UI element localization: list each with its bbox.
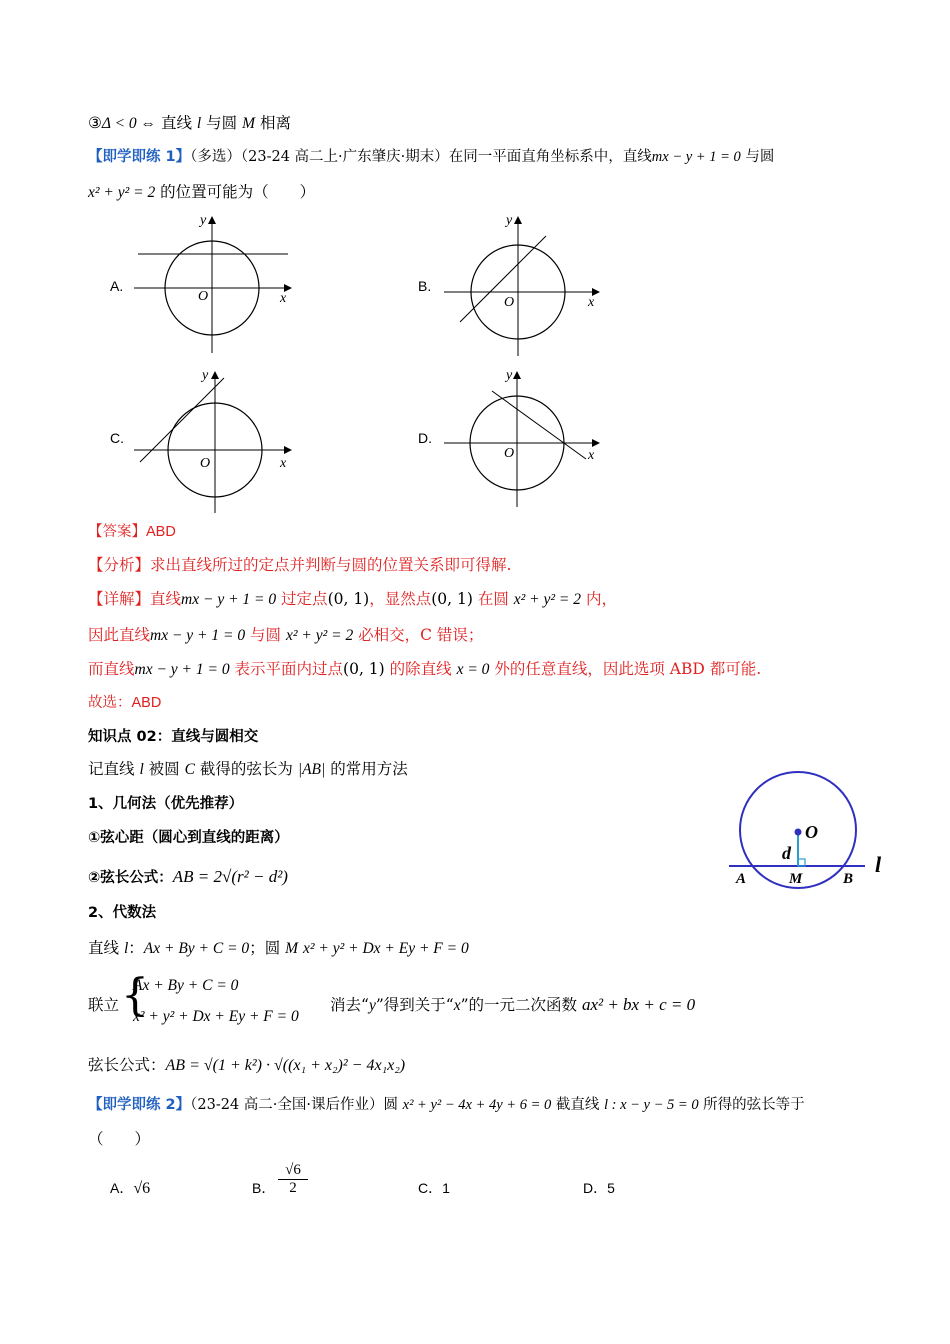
line-shape [140,378,224,462]
system-eq-1: Ax + By + C = 0 [133,977,239,994]
method-geometric-b: ②弦长公式：AB = 2√(r² − d²) [88,867,288,886]
detail-line-3: 而直线mx − y + 1 = 0 表示平面内过点(0, 1) 的除直线 x = 0 外的任意直线，因此选项 ABD 都可能. [88,660,762,678]
y-label: y [202,368,209,383]
x-label: x [588,448,595,463]
y-label: y [506,368,513,383]
brace-shape: { [121,970,149,1021]
x-label: x [280,456,287,471]
ex2-option-a: A．√6 [110,1180,151,1197]
y-label: y [506,213,513,228]
figure-option-a [130,210,300,360]
kp-intro: 记直线 l 被圆 C 截得的弦长为 |AB| 的常用方法 [88,760,408,778]
x-label: x [280,291,287,306]
line-separated-condition: ③Δ < 0 ⇔ 直线 l 与圆 M 相离 [88,114,291,132]
label-o: O [805,822,818,842]
detail-line-2: 因此直线mx − y + 1 = 0 与圆 x² + y² = 2 必相交，C 错误； [88,626,484,644]
origin-label: O [198,289,209,304]
ex2-option-c: C．1 [418,1180,450,1196]
chord-length-formula: 弦长公式：AB = √(1 + k²) · √((x₁ + x₂)² − 4x₁x₂) [88,1056,406,1074]
exercise-1-question-cont: x² + y² = 2 的位置可能为（ ） [88,183,316,201]
option-d-label: D. [418,430,432,446]
exercise-2-paren: （ ） [88,1130,151,1148]
ex2-option-d: D．5 [583,1180,615,1196]
exercise-2-question: 【即学即练 2】（23-24 高二·全国·课后作业）圆 x² + y² − 4x + 4y + 6 = 0 截直线 l : x − y − 5 = 0 所得的弦长等于 [88,1097,805,1113]
figure-option-b [440,210,610,360]
knowledge-point-title: 知识点 02：直线与圆相交 [88,729,259,745]
method-algebraic: 2、代数法 [88,905,157,921]
label-b: B [843,871,854,887]
detail-line-1: 【详解】直线mx − y + 1 = 0 过定点(0, 1)，显然点(0, 1) 在圆 x² + y² = 2 内， [88,590,617,608]
label-a: A [736,871,747,887]
origin-label: O [504,295,515,310]
chord-figure [725,770,895,890]
option-b-label: B. [418,278,432,294]
figure-option-c [130,365,300,515]
analysis-line: 【分析】求出直线所过的定点并判断与圆的位置关系即可得解. [88,556,512,574]
right-angle-mark [798,859,805,866]
center-point [795,829,802,836]
ex2-option-b-label: B． [252,1180,276,1196]
origin-label: O [200,456,211,471]
choose-line: 故选：ABD [88,695,162,711]
label-d: d [782,843,791,863]
origin-label: O [504,446,515,461]
system-eq-2: x² + y² + Dx + Ey + F = 0 [133,1008,299,1025]
answer-line: 【答案】ABD [88,524,176,540]
lian-label: 联立 [88,996,120,1014]
algebraic-equations: 直线 l：Ax + By + C = 0；圆 M x² + y² + Dx + Ey + F = 0 [88,939,469,957]
label-l: l [875,852,882,877]
figure-option-d [440,365,610,515]
elimination-text: 消去“y”得到关于“x”的一元二次函数 ax² + bx + c = 0 [330,995,696,1014]
option-a-label: A. [110,278,124,294]
method-geometric: 1、几何法（优先推荐） [88,796,244,812]
exercise-1-question: 【即学即练 1】（多选）（23-24 高二上·广东肇庆·期末）在同一平面直角坐标系中，直线mx − y + 1 = 0 与圆 [88,149,775,165]
ex2-option-b-fraction: $\frac{√6}{2}$ [278,1162,308,1197]
x-label: x [588,295,595,310]
option-c-label: C. [110,430,124,446]
y-label: y [200,213,207,228]
label-m: M [789,871,803,887]
method-geometric-a: ①弦心距（圆心到直线的距离） [88,830,289,846]
